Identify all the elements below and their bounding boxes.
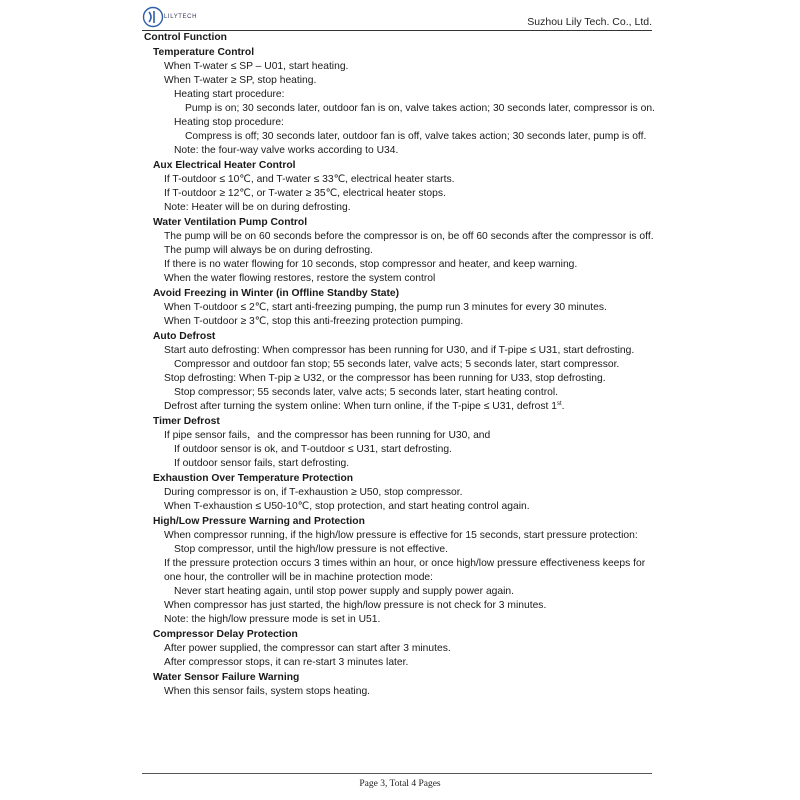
text-line: Stop compressor; 55 seconds later, valve acts; 5 seconds later, start heating control.	[174, 387, 559, 398]
section-heading: Timer Defrost	[153, 416, 220, 427]
text-line: When T-water ≤ SP – U01, start heating.	[164, 61, 349, 72]
text-line: The pump will be on 60 seconds before the compressor is on, be off 60 seconds after the compressor is off.	[164, 231, 654, 242]
text-line: When T-water ≥ SP, stop heating.	[164, 75, 317, 86]
text-line: When this sensor fails, system stops heating.	[164, 686, 371, 697]
text-line: Pump is on; 30 seconds later, outdoor fan is on, valve takes action; 30 seconds later, compressor is on.	[185, 103, 655, 114]
text-line: If outdoor sensor is ok, and T-outdoor ≤ U31, start defrosting.	[174, 444, 452, 455]
section-heading: Compressor Delay Protection	[153, 629, 298, 640]
text-segment: Defrost after turning the system online: When turn online, if the T-pipe ≤ U31, defrost 1	[164, 401, 557, 412]
section-heading: Water Ventilation Pump Control	[153, 217, 308, 228]
text-segment: .	[561, 401, 565, 412]
text-line: Note: Heater will be on during defrosting.	[164, 202, 351, 213]
page-title: Control Function	[144, 32, 227, 43]
text-line: The pump will always be on during defrosting.	[164, 245, 373, 256]
text-line	[144, 400, 664, 414]
page-number: Page 3, Total 4 Pages	[359, 779, 441, 789]
text-line: Stop compressor, until the high/low pressure is not effective.	[174, 544, 448, 555]
page-header	[142, 2, 652, 31]
text-line: one hour, the controller will be in machine protection mode:	[164, 572, 434, 583]
text-line: If the pressure protection occurs 3 times within an hour, or once high/low pressure effectiveness keeps for	[164, 558, 646, 569]
section-heading: High/Low Pressure Warning and Protection	[153, 516, 365, 527]
text-line: If T-outdoor ≤ 10℃, and T-water ≤ 33℃, electrical heater starts.	[164, 174, 455, 185]
logo-text: LILYTECH	[164, 14, 198, 20]
text-line: When T-outdoor ≥ 3℃, stop this anti-freezing protection pumping.	[164, 316, 464, 327]
text-line: Start auto defrosting: When compressor has been running for U30, and if T-pipe ≤ U31, start defrosting.	[164, 345, 635, 356]
text-line: Never start heating again, until stop power supply and supply power again.	[174, 586, 515, 597]
text-line: If there is no water flowing for 10 seconds, stop compressor and heater, and keep warning.	[164, 259, 578, 270]
text-line: When compressor running, if the high/low pressure is effective for 15 seconds, start pressure protection:	[164, 530, 638, 541]
text-line: When T-outdoor ≤ 2℃, start anti-freezing pumping, the pump run 3 minutes for every 30 minutes.	[164, 302, 607, 313]
section-heading: Exhaustion Over Temperature Protection	[153, 473, 354, 484]
footer-divider	[142, 773, 652, 774]
section-heading: Aux Electrical Heater Control	[153, 160, 296, 171]
text-line: After power supplied, the compressor can start after 3 minutes.	[164, 643, 451, 654]
text-line: When the water flowing restores, restore the system control	[164, 273, 436, 284]
text-line: If T-outdoor ≥ 12℃, or T-water ≥ 35℃, electrical heater stops.	[164, 188, 446, 199]
company-name: Suzhou Lily Tech. Co., Ltd.	[527, 16, 652, 28]
text-line: Note: the high/low pressure mode is set in U51.	[164, 614, 381, 625]
text-line: Compress is off; 30 seconds later, outdoor fan is off, valve takes action; 30 seconds later, pump is off.	[185, 131, 647, 142]
company-logo	[142, 6, 202, 28]
text-line: Heating stop procedure:	[174, 117, 284, 128]
section-heading: Avoid Freezing in Winter (in Offline Standby State)	[153, 288, 400, 299]
text-line: If pipe sensor fails，and the compressor has been running for U30, and	[164, 430, 491, 441]
text-line: When compressor has just started, the high/low pressure is not check for 3 minutes.	[164, 600, 547, 611]
text-line: Compressor and outdoor fan stop; 55 seconds later, valve acts; 5 seconds later, start compressor.	[174, 359, 620, 370]
lilytech-logo-icon	[142, 6, 164, 28]
text-line: If outdoor sensor fails, start defrosting.	[174, 458, 350, 469]
section-heading: Temperature Control	[153, 47, 255, 58]
text-line: After compressor stops, it can re-start 3 minutes later.	[164, 657, 409, 668]
section-heading: Water Sensor Failure Warning	[153, 672, 300, 683]
document-body	[144, 30, 664, 699]
superscript: st	[556, 401, 562, 407]
section-heading: Auto Defrost	[153, 331, 216, 342]
text-line: When T-exhaustion ≤ U50-10℃, stop protection, and start heating control again.	[164, 501, 530, 512]
text-line: Heating start procedure:	[174, 89, 285, 100]
text-line: Stop defrosting: When T-pip ≥ U32, or the compressor has been running for U33, stop defrosting.	[164, 373, 606, 384]
text-line: Note: the four-way valve works according to U34.	[174, 145, 399, 156]
text-line: During compressor is on, if T-exhaustion ≥ U50, stop compressor.	[164, 487, 463, 498]
